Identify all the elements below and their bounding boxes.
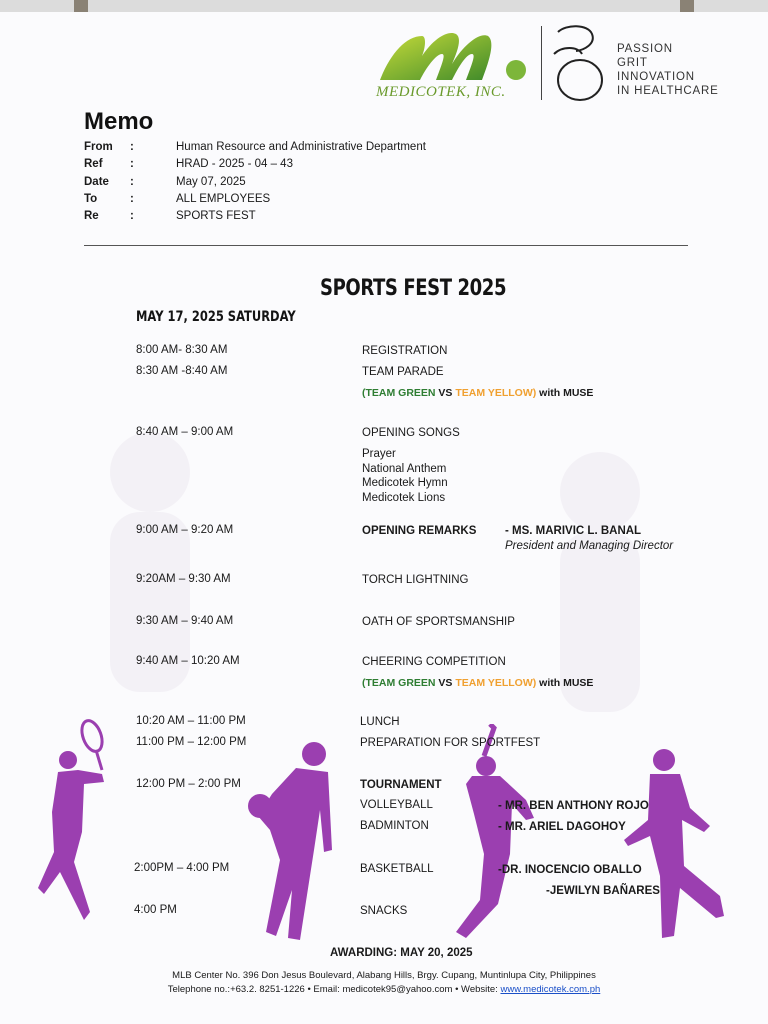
awarding-date: AWARDING: MAY 20, 2025 (330, 947, 473, 959)
medicotek-logo-icon (376, 24, 532, 88)
paren: ) (532, 387, 537, 399)
memo-title: Memo (84, 108, 154, 135)
schedule-activity: OATH OF SPORTSMANSHIP (362, 616, 515, 628)
field-value-ref: HRAD - 2025 - 04 – 43 (176, 158, 293, 170)
tagline-line: PASSION (617, 43, 673, 55)
basketball-player-silhouette-icon (240, 740, 340, 940)
header-divider (84, 245, 688, 246)
schedule-time: 9:00 AM – 9:20 AM (136, 524, 234, 536)
sport-coordinator: -DR. INOCENCIO OBALLO (498, 864, 642, 876)
vs-text: VS (435, 677, 456, 689)
memo-page (0, 12, 768, 1024)
team-yellow: TEAM YELLOW (455, 677, 533, 689)
sport-coordinator: -JEWILYN BAÑARES (546, 885, 660, 897)
field-colon: : (130, 141, 134, 153)
field-value-to: ALL EMPLOYEES (176, 193, 271, 205)
sport-coordinator: - MR. BEN ANTHONY ROJO (498, 800, 649, 812)
team-green: TEAM GREEN (365, 677, 436, 689)
schedule-time: 4:00 PM (134, 904, 177, 916)
team-yellow: TEAM YELLOW (455, 387, 533, 399)
schedule-time: 8:00 AM- 8:30 AM (136, 344, 228, 356)
schedule-time: 11:00 PM – 12:00 PM (136, 736, 247, 748)
speaker-name: - MS. MARIVIC L. BANAL (505, 525, 642, 537)
field-value-date: May 07, 2025 (176, 176, 246, 188)
paren: ) (532, 677, 537, 689)
schedule-activity: TEAM PARADE (362, 366, 444, 378)
sport-name: VOLLEYBALL (360, 799, 433, 811)
song-list (362, 447, 448, 505)
schedule-activity: TORCH LIGHTNING (362, 574, 469, 586)
company-address: MLB Center No. 396 Don Jesus Boulevard, Alabang Hills, Brgy. Cupang, Muntinlupa City, Philippines (172, 970, 596, 981)
schedule-time: 8:30 AM -8:40 AM (136, 365, 228, 377)
company-contact (0, 984, 768, 995)
vs-text: VS (435, 387, 456, 399)
event-date: MAY 17, 2025 SATURDAY (136, 309, 296, 325)
with-muse: with MUSE (536, 387, 594, 399)
team-matchup (362, 677, 593, 689)
logo-divider (541, 26, 542, 100)
tagline-line: INNOVATION (617, 71, 695, 83)
field-value-re: SPORTS FEST (176, 210, 256, 222)
field-colon: : (130, 193, 134, 205)
schedule-activity: TOURNAMENT (360, 779, 442, 791)
website-link[interactable]: www.medicotek.com.ph (500, 984, 601, 995)
song-item: Medicotek Hymn (362, 477, 448, 489)
song-item: National Anthem (362, 462, 447, 475)
schedule-time: 10:20 AM – 11:00 PM (136, 715, 246, 727)
schedule-time: 12:00 PM – 2:00 PM (136, 778, 241, 790)
schedule-time: 9:40 AM – 10:20 AM (136, 655, 240, 667)
volleyball-player-silhouette-icon (450, 724, 540, 954)
tagline-line: GRIT (617, 57, 648, 69)
event-title: SPORTS FEST 2025 (320, 276, 507, 301)
song-item: Prayer (362, 448, 396, 460)
field-label-from: From (84, 141, 113, 153)
sport-coordinator: - MR. ARIEL DAGOHOY (498, 821, 626, 833)
field-label-to: To (84, 193, 98, 205)
paren: ( (362, 387, 366, 399)
sport-name: BADMINTON (360, 820, 429, 832)
field-label-date: Date (84, 176, 109, 188)
schedule-time: 9:30 AM – 9:40 AM (136, 615, 234, 627)
paren: ( (362, 677, 366, 689)
tagline-line: IN HEALTHCARE (617, 85, 719, 97)
team-matchup (362, 387, 593, 399)
speaker-role: President and Managing Director (505, 540, 674, 552)
company-name: MEDICOTEK, INC. (376, 84, 506, 100)
schedule-activity: LUNCH (360, 716, 400, 728)
field-colon: : (130, 158, 134, 170)
team-green: TEAM GREEN (365, 387, 436, 399)
schedule-time: 9:20AM – 9:30 AM (136, 573, 231, 585)
with-muse: with MUSE (536, 677, 594, 689)
schedule-activity: PREPARATION FOR SPORTFEST (360, 737, 541, 749)
field-colon: : (130, 176, 134, 188)
player-silhouette-icon (620, 746, 730, 946)
schedule-time: 8:40 AM – 9:00 AM (136, 426, 234, 438)
field-colon: : (130, 210, 134, 222)
schedule-activity: SNACKS (360, 905, 408, 917)
schedule-activity: REGISTRATION (362, 345, 448, 357)
sport-name: BASKETBALL (360, 863, 434, 875)
song-item: Medicotek Lions (362, 491, 446, 504)
schedule-activity: OPENING SONGS (362, 427, 460, 439)
tagline (617, 42, 719, 98)
schedule-activity: OPENING REMARKS (362, 525, 477, 537)
schedule-time: 2:00PM – 4:00 PM (134, 862, 230, 874)
field-label-ref: Ref (84, 158, 103, 170)
contact-text: Telephone no.:+63.2. 8251-1226 • Email: medicotek95@yahoo.com • Website: (167, 984, 501, 995)
field-label-re: Re (84, 210, 99, 222)
thirty-years-badge-icon (548, 24, 610, 104)
field-value-from: Human Resource and Administrative Department (176, 141, 426, 153)
schedule-activity: CHEERING COMPETITION (362, 656, 506, 668)
badminton-player-silhouette-icon (30, 712, 120, 942)
